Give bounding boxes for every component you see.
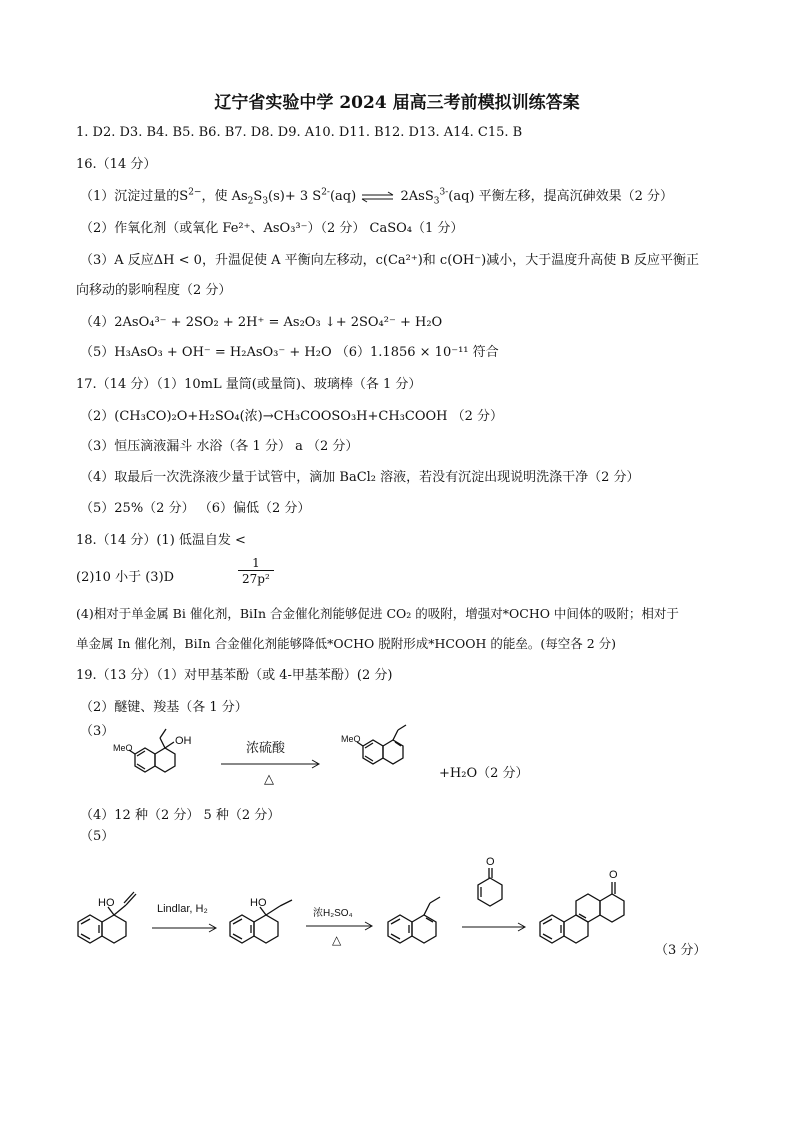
q19-part1: 19.（13 分）（1）对甲基苯酚（或 4-甲基苯酚）(2 分) [76,668,393,683]
reaction-scheme-q19-3 [0,720,794,800]
q18-fraction [238,556,274,586]
svg-text:HO: HO [98,897,115,909]
svg-text:+H₂O（2 分）: +H₂O（2 分） [439,766,529,781]
q19-part4: （4）12 种（2 分） 5 种（2 分） [80,808,281,823]
q17-part3: （3）恒压滴液漏斗 水浴（各 1 分） a （2 分） [80,439,359,454]
svg-text:MeO: MeO [113,743,133,753]
vinyl-dihydronaphthalene-molecule [388,897,440,943]
svg-text:O: O [609,869,618,881]
q17-part1: 17.（14 分）（1）10mL 量筒(或量筒)、玻璃棒（各 1 分） [76,377,422,392]
product-molecule [341,725,406,764]
q16-part1: （1）沉淀过量的$S^{2-}$，使 $As_2S_3(s)+ 3$ $S^{2-}(aq)$ 2AsS$_3^{3-}$(aq) 平衡左移，提高沉砷效果（2 分） [80,187,674,207]
fraction-denominator: 27p² [238,570,274,586]
q16-part3-line2: 向移动的影响程度（2 分） [76,283,232,298]
choice-answers: 1. D2. D3. B4. B5. B6. B7. D8. D9. A10. D11. B12. D13. A14. C15. B [76,125,523,140]
q16-part5-6: （5）H₃AsO₃ + OH⁻ = H₂AsO₃⁻ + H₂O （6）1.1856 × 10⁻¹¹ 符合 [80,345,499,360]
reactant-molecule [113,729,192,772]
svg-text:（3 分）: （3 分） [655,943,707,958]
svg-text:Lindlar, H₂: Lindlar, H₂ [157,903,208,915]
svg-text:O: O [486,856,495,868]
q18-part2-3: (2)10 小于 (3)D [76,570,175,585]
tetracyclic-ketone-molecule [540,869,624,943]
q19-part2: （2）醚键、羧基（各 1 分） [80,700,248,715]
q18-part4-line2: 单金属 In 催化剂，BiIn 合金催化剂能够降低*OCHO 脱附形成*HCOOH 的能垒。(每空各 2 分) [76,636,617,651]
svg-text:OH: OH [175,735,192,747]
ethynyl-tetralol-molecule [78,892,136,943]
svg-text:HO: HO [250,897,267,909]
vinyl-tetralol-molecule [230,897,292,943]
page-title: 辽宁省实验中学 2024 届高三考前模拟训练答案 [214,93,580,113]
q18-part1: 18.（14 分）(1) 低温自发 < [76,533,246,548]
fraction-numerator: 1 [252,556,260,570]
svg-text:MeO: MeO [341,734,361,744]
cyclohexenone-molecule [478,856,502,906]
q19-part5-label: （5） [80,829,115,844]
q17-part4: （4）取最后一次洗涤液少量于试管中，滴加 BaCl₂ 溶液，若没有沉淀出现说明洗涤干净（2 分） [80,470,640,485]
synthesis-route-q19-5 [0,850,794,980]
svg-text:浓硫酸: 浓硫酸 [246,741,286,756]
svg-text:浓H₂SO₄: 浓H₂SO₄ [313,908,353,919]
q17-part2: （2）(CH₃CO)₂O+H₂SO₄(浓)→CH₃COOSO₃H+CH₃COOH （2 分） [80,409,504,424]
svg-text:△: △ [264,772,274,787]
q18-part4-line1: (4)相对于单金属 Bi 催化剂，BiIn 合金催化剂能够促进 CO₂ 的吸附，增强对*OCHO 中间体的吸附；相对于 [76,606,679,621]
q16-header: 16.（14 分） [76,157,157,172]
q19-part3-label: （3） [80,724,115,739]
equilibrium-arrow-icon [360,192,396,202]
q17-part5-6: （5）25%（2 分） （6）偏低（2 分） [80,501,311,516]
q16-part4: （4）2AsO₄³⁻ + 2SO₂ + 2H⁺ = As₂O₃ ↓+ 2SO₄²⁻ + H₂O [80,315,443,330]
q16-part2: （2）作氧化剂（或氧化 Fe²⁺、AsO₃³⁻）（2 分） CaSO₄（1 分） [80,221,464,236]
q16-part3-line1: （3）A 反应ΔH < 0，升温促使 A 平衡向左移动，c(Ca²⁺)和 c(OH⁻)减小，大于温度升高使 B 反应平衡正 [80,253,700,268]
svg-text:△: △ [332,933,342,947]
